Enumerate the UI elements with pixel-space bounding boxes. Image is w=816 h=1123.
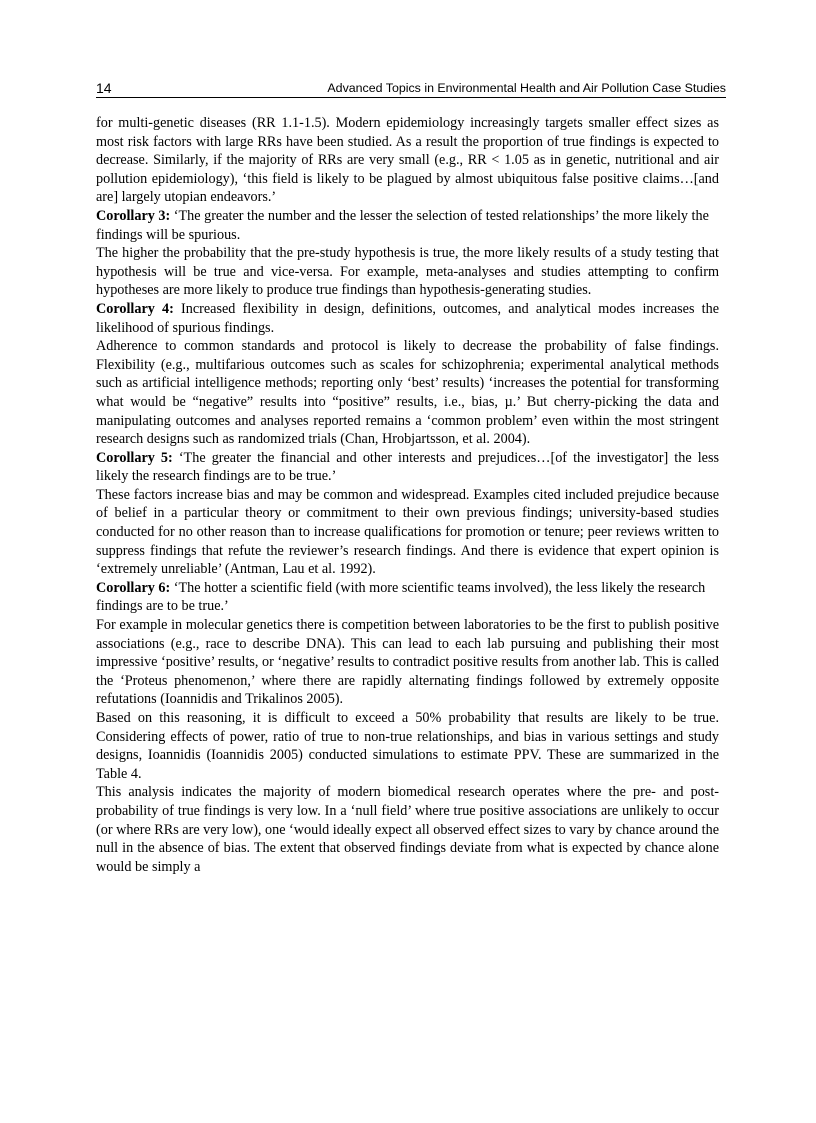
- corollary-label: Corollary 3:: [96, 207, 171, 224]
- paragraph-pre-study-probability: [96, 244, 719, 300]
- corollary-6: [96, 579, 719, 616]
- corollary-text: ‘The greater the number and the lesser the selection of tested relationships’ the more likely the findings will be spurious.: [96, 207, 709, 243]
- paragraph-ppv-simulations: [96, 709, 719, 783]
- corollary-label: Corollary 6:: [96, 579, 171, 596]
- paragraph-rr-effect-sizes: [96, 114, 719, 207]
- paragraph-text: Based on this reasoning, it is difficult to exceed a 50% probability that results are likely to be true. Considering effects of power, ratio of true to non-true relationships, and bias in various settings and study designs, Ioannidis (Ioannidis 2005) conducted simulations to estimate PPV. These are summarized in the Table 4.: [96, 710, 719, 782]
- paragraph-text: The higher the probability that the pre-study hypothesis is true, the more likely results of a study testing that hypothesis will be true and vice-versa. For example, meta-analyses and studies attempting to confirm hypotheses are more likely to produce true findings than hypothesis-generating studies.: [96, 245, 719, 299]
- paragraph-null-field: [96, 783, 719, 876]
- paragraph-molecular-genetics: [96, 616, 719, 709]
- corollary-text: ‘The greater the financial and other interests and prejudices…[of the investigator] the less likely the research findings are to be true.’: [96, 449, 719, 485]
- page-number: 14: [96, 80, 112, 96]
- corollary-text: Increased flexibility in design, definitions, outcomes, and analytical modes increases the likelihood of spurious findings.: [96, 300, 719, 336]
- corollary-3: [96, 207, 719, 244]
- paragraph-text: Adherence to common standards and protocol is likely to decrease the probability of false findings. Flexibility (e.g., multifarious outcomes such as scales for schizophrenia; experimental analytical methods such as artificial intelligence methods; reporting only ‘best’ results) ‘increases the potential for transforming what would be “negative” results into “positive” results, i.e., bias, µ.’ But cherry-picking the data and manipulating outcomes and analyses reported remains a ‘common problem’ even within the most stringent research designs such as randomized trials (Chan, Hrobjartsson, et al. 2004).: [96, 338, 719, 448]
- paragraph-text: for multi-genetic diseases (RR 1.1-1.5). Modern epidemiology increasingly targets smaller effect sizes as most risk factors with large RRs have been studied. As a result the proportion of true findings is expected to decrease. Similarly, if the majority of RRs are very small (e.g., RR < 1.05 as in genetic, nutritional and air pollution epidemiology), ‘this field is likely to be plagued by almost ubiquitous false positive claims…[and are] largely utopian endeavors.’: [96, 115, 719, 206]
- paragraph-text: This analysis indicates the majority of modern biomedical research operates where the pre- and post-probability of true findings is very low. In a ‘null field’ where true positive associations are unlikely to occur (or where RRs are very low), one ‘would ideally expect all observed effect sizes to vary by chance around the null in the absence of bias. The extent that observed findings deviate from what is expected by chance alone would be simply a: [96, 784, 719, 875]
- paragraph-text: For example in molecular genetics there is competition between laboratories to be the first to publish positive associations (e.g., race to describe DNA). This can lead to each lab pursuing and publishing their most impressive ‘positive’ results, or ‘negative’ results to contradict positive results from another lab. This is called the ‘Proteus phenomenon,’ where there are rapidly alternating findings followed by extremely opposite refutations (Ioannidis and Trikalinos 2005).: [96, 617, 719, 708]
- paragraph-flexibility: [96, 337, 719, 449]
- corollary-label: Corollary 5:: [96, 449, 173, 466]
- corollary-4: [96, 300, 719, 337]
- paragraph-text: These factors increase bias and may be common and widespread. Examples cited included prejudice because of belief in a particular theory or commitment to their own previous findings; university-based studies conducted for no other reason than to increase qualifications for promotion or tenure; peer reviews written to suppress findings that refute the reviewer’s research findings. And there is evidence that expert opinion is ‘extremely unreliable’ (Antman, Lau et al. 1992).: [96, 486, 719, 578]
- corollary-label: Corollary 4:: [96, 300, 174, 317]
- running-title: Advanced Topics in Environmental Health and Air Pollution Case Studies: [327, 81, 726, 95]
- page-header: [96, 79, 726, 98]
- corollary-5: [96, 449, 719, 486]
- paragraph-bias-factors: [96, 486, 719, 579]
- corollary-text: ‘The hotter a scientific field (with more scientific teams involved), the less likely the research findings are to be true.’: [96, 579, 706, 615]
- body-text: [96, 114, 719, 876]
